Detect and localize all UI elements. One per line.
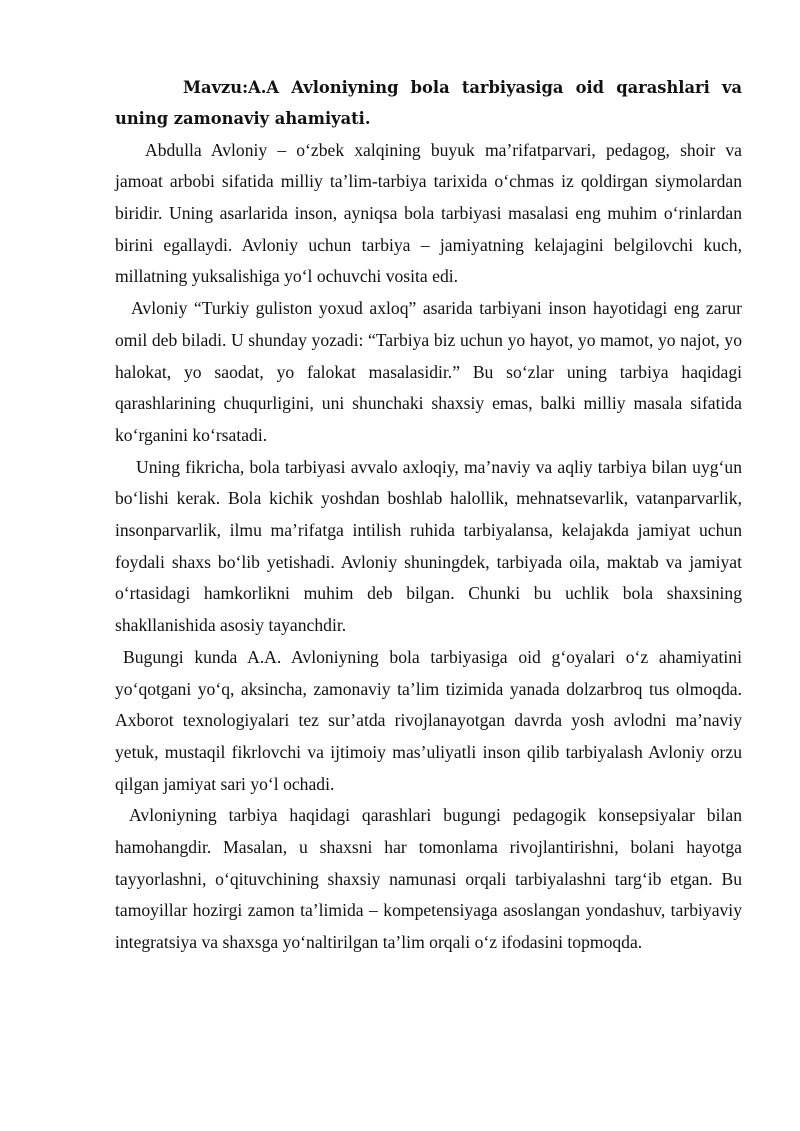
paragraph-4: Bugungi kunda A.A. Avloniyning bola tarbiyasiga oid g‘oyalari o‘z ahamiyatini yo‘qotgani yo‘q, aksincha, zamonaviy ta’lim tizimida yanada dolzarbroq tus olmoqda. Axborot texnologiyalari tez sur’atda rivojlanayotgan davrda yosh avlodni ma’naviy yetuk, mustaqil fikrlovchi va ijtimoiy mas’uliyatli inson qilib tarbiyalash Avloniy orzu qilgan jamiyat sari yo‘l ochadi. (115, 646, 742, 794)
paragraph-5: Avloniyning tarbiya haqidagi qarashlari bugungi pedagogik konsepsiyalar bilan hamohangdir. Masalan, u shaxsni har tomonlama rivojlantirishni, bolani hayotga tayyorlashni, o‘qituvchining shaxsiy namunasi orqali tarbiyalashni targ‘ib etgan. Bu tamoyillar hozirgi zamon ta’limida – kompetensiyaga asoslangan yondashuv, tarbiyaviy integratsiya va shaxsga yo‘naltirilgan ta’lim orqali o‘z ifodasini topmoqda. (115, 805, 742, 953)
paragraph-3: Uning fikricha, bola tarbiyasi avvalo axloqiy, ma’naviy va aqliy tarbiya bilan uyg‘un bo‘lishi kerak. Bola kichik yoshdan boshlab halollik, mehnatsevarlik, vatanparvarlik, insonparvarlik, ilmu ma’rifatga intilish ruhida tarbiyalansa, kelajakda jamiyat uchun foydali shaxs bo‘lib yetishadi. Avloniy shuningdek, tarbiyada oila, maktab va jamiyat o‘rtasidagi hamkorlikni muhim deb bilgan. Chunki bu uchlik bola shaxsining shakllanishida asosiy tayanchdir. (115, 456, 742, 636)
document-page (115, 72, 742, 959)
paragraph-1: Abdulla Avloniy – o‘zbek xalqining buyuk ma’rifatparvari, pedagog, shoir va jamoat arbobi sifatida milliy ta’lim-tarbiya tarixida o‘chmas iz qoldirgan siymolardan biridir. Uning asarlarida inson, ayniqsa bola tarbiyasi masalasi eng muhim o‘rinlardan birini egallaydi. Avloniy uchun tarbiya – jamiyatning kelajagini belgilovchi kuch, millatning yuksalishiga yo‘l ochuvchi vosita edi. (115, 139, 742, 287)
paragraph-2: Avloniy “Turkiy guliston yoxud axloq” asarida tarbiyani inson hayotidagi eng zarur omil deb biladi. U shunday yozadi: “Tarbiya biz uchun yo hayot, yo mamot, yo najot, yo halokat, yo saodat, yo falokat masalasidir.” Bu so‘zlar uning tarbiya haqidagi qarashlarining chuqurligini, uni shunchaki shaxsiy emas, balki milliy masala sifatida ko‘rganini ko‘rsatadi. (115, 298, 742, 445)
document-title: Mavzu:A.A Avloniyning bola tarbiyasiga oid qarashlari va uning zamonaviy ahamiyati. (115, 78, 742, 129)
